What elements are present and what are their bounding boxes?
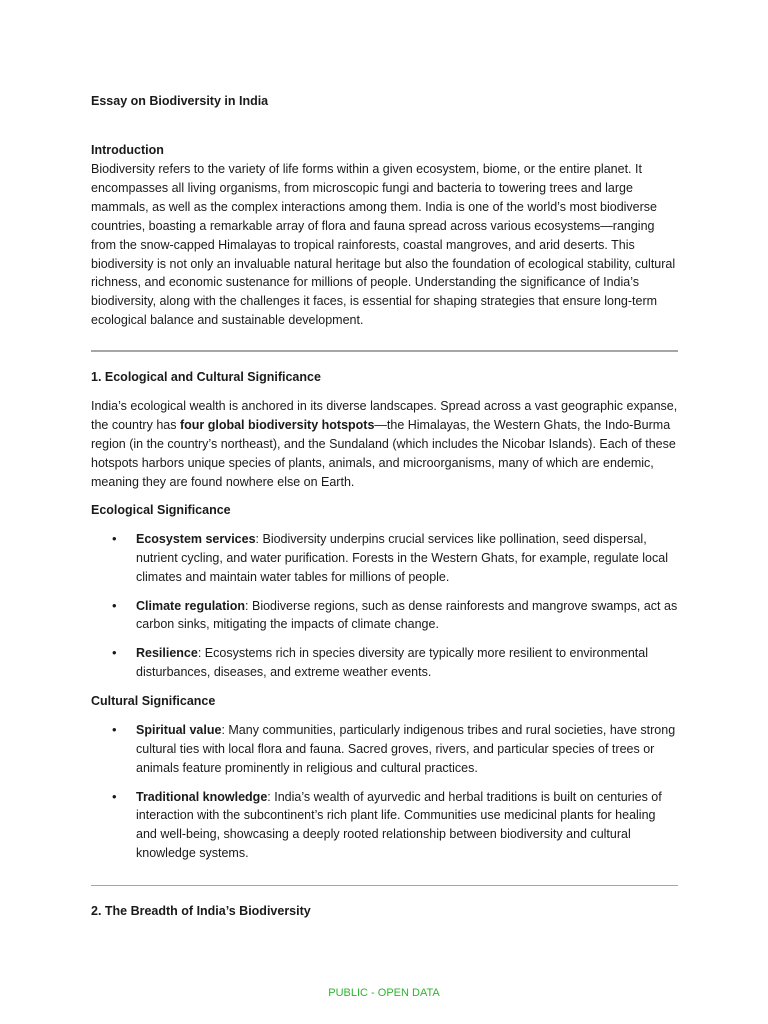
list-item-term: Climate regulation <box>136 598 246 613</box>
section-divider <box>91 350 678 352</box>
list-item-text: : Ecosystems rich in species diversity are typically more resilient to environmental disturbances, diseases, and extreme weather events. <box>136 646 649 680</box>
list-item-text: : Biodiversity underpins crucial services like pollination, seed dispersal, nutrient cycling, and water purification. Forests in the Western Ghats, for example, regulate local climates and maintain water tables for millions of people. <box>136 532 668 584</box>
ecological-significance-heading: Ecological Significance <box>91 503 231 517</box>
section-2-heading: 2. The Breadth of India’s Biodiversity <box>91 904 311 918</box>
bullet-icon: • <box>112 722 117 737</box>
list-item <box>91 721 678 778</box>
list-item <box>91 788 678 864</box>
ecological-bullet-list <box>91 530 678 692</box>
list-item-term: Resilience <box>136 646 198 661</box>
list-item-term: Ecosystem services <box>136 532 256 546</box>
classification-footer: PUBLIC - OPEN DATA <box>328 987 440 999</box>
hotspots-emphasis: four global biodiversity hotspots <box>179 417 375 432</box>
paragraph-text: India’s ecological wealth is anchored in its diverse landscapes. Spread across a vast geographic expanse, the country has <box>91 399 678 432</box>
list-item <box>91 644 678 682</box>
document-title: Essay on Biodiversity in India <box>91 94 269 108</box>
list-item <box>91 597 678 635</box>
bullet-icon: • <box>112 597 117 613</box>
list-item <box>91 530 678 587</box>
list-item-term: Traditional knowledge <box>136 789 268 804</box>
bullet-icon: • <box>112 788 117 804</box>
section-1-heading: 1. Ecological and Cultural Significance <box>91 370 321 384</box>
list-item-text: : India’s wealth of ayurvedic and herbal traditions is built on centuries of interaction with the subcontinent’s rich plant life. Communities use medicinal plants for healing and well-being, showcasing a deeply rooted relationship between biodiversity and cultural knowledge systems. <box>136 789 662 861</box>
bullet-icon: • <box>112 531 117 546</box>
cultural-significance-heading: Cultural Significance <box>91 694 216 708</box>
section-1-paragraph <box>91 397 678 492</box>
section-divider <box>91 885 678 886</box>
introduction-paragraph: Biodiversity refers to the variety of life forms within a given ecosystem, biome, or the entire planet. It encompasses all living organisms, from microscopic fungi and bacteria to towering trees and large mammals, as well as the complex interactions among them. India is one of the world’s most biodiverse countries, boasting a remarkable array of flora and fauna spread across various ecosystems—ranging from the snow-capped Himalayas to tropical rainforests, coastal mangroves, and arid deserts. This biodiversity is not only an invaluable natural heritage but also the foundation of ecological stability, cultural richness, and economic sustenance for millions of people. Understanding the significance of India’s biodiversity, along with the challenges it faces, is essential for shaping strategies that ensure long-term ecological balance and sustainable development. <box>91 162 676 328</box>
introduction-heading: Introduction <box>91 143 164 157</box>
list-item-text: : Many communities, particularly indigenous tribes and rural societies, have strong cultural ties with local flora and fauna. Sacred groves, rivers, and particular species of trees or animals feature prominently in religious and cultural practices. <box>136 723 676 775</box>
paragraph-text: —the Himalayas, the Western Ghats, the Indo-Burma region (in the country’s northeast), and the Sundaland (which includes the Nicobar Islands). Each of these hotspots harbors unique species of plants, animals, and microorganisms, many of which are endemic, meaning they are found nowhere else on Earth. <box>91 417 676 489</box>
cultural-bullet-list <box>91 721 678 873</box>
bullet-icon: • <box>112 645 117 661</box>
list-item-term: Spiritual value <box>136 723 222 737</box>
list-item-text: : Biodiverse regions, such as dense rainforests and mangrove swamps, act as carbon sinks, mitigating the impacts of climate change. <box>136 598 678 632</box>
